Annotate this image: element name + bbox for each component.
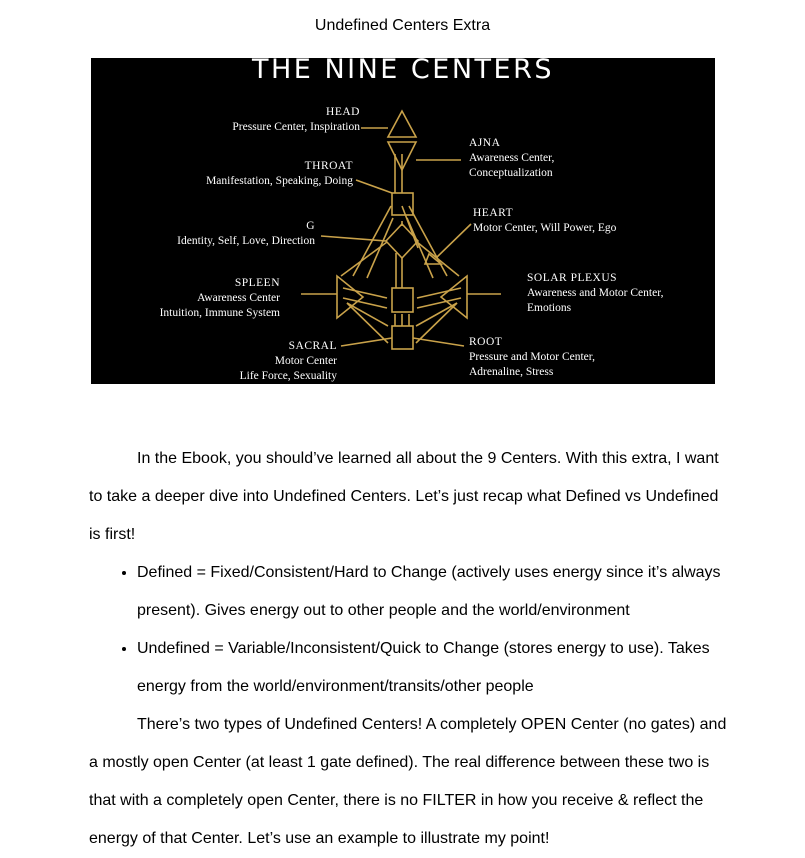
label-spleen-desc-1: Awareness Center — [197, 292, 280, 304]
label-sacral-desc-1: Motor Center — [274, 355, 337, 367]
label-g — [177, 219, 315, 249]
label-g-name: G — [306, 220, 315, 232]
label-spleen-name: SPLEEN — [234, 277, 280, 289]
label-heart-desc: Motor Center, Will Power, Ego — [473, 222, 617, 234]
label-solar-plexus-name: SOLAR PLEXUS — [527, 272, 618, 284]
label-head-desc: Pressure Center, Inspiration — [232, 121, 360, 133]
label-solar-plexus-desc-2: Emotions — [527, 302, 572, 314]
label-heart-name: HEART — [473, 207, 514, 219]
list-item-undefined: • Undefined = Variable/Inconsistent/Quick to Change (stores energy to use). Takes energy from the world/environment/transits/other people — [137, 630, 729, 706]
sacral-center-shape — [392, 288, 413, 312]
label-solar-plexus-desc-1: Awareness and Motor Center, — [527, 287, 664, 299]
label-solar-plexus — [527, 271, 663, 316]
body-text — [89, 440, 729, 858]
solar-plexus-center-shape — [441, 276, 467, 318]
label-ajna-desc-2: Conceptualization — [469, 167, 553, 179]
label-spleen — [160, 276, 280, 321]
label-ajna-name: AJNA — [469, 137, 501, 149]
label-head — [232, 105, 360, 135]
list-item-defined: • Defined = Fixed/Consistent/Hard to Change (actively uses energy since it’s always present). Gives energy out to other people and the world/environment — [137, 554, 729, 630]
document-title: Undefined Centers Extra — [314, 17, 491, 34]
label-throat-desc: Manifestation, Speaking, Doing — [206, 175, 353, 187]
label-sacral-desc-2: Life Force, Sexuality — [239, 370, 337, 382]
label-heart — [473, 206, 616, 236]
label-root-desc-2: Adrenaline, Stress — [469, 366, 554, 378]
types-paragraph: There’s two types of Undefined Centers! A completely OPEN Center (no gates) and a mostly open Center (at least 1 gate defined). The real difference between these two is that with a completely open Center, there is no FILTER in how you receive & reflect the energy of that Center. Let’s use an example to illustrate my point! — [89, 716, 727, 847]
spleen-center-shape — [337, 276, 363, 318]
g-center-shape — [386, 224, 418, 258]
label-throat — [206, 159, 353, 189]
label-root — [469, 335, 595, 380]
label-root-name: ROOT — [469, 336, 503, 348]
intro-paragraph: In the Ebook, you should’ve learned all about the 9 Centers. With this extra, I want to take a deeper dive into Undefined Centers. Let’s just recap what Defined vs Undefined is first! — [89, 450, 719, 543]
head-center-shape — [388, 111, 416, 137]
label-root-desc-1: Pressure and Motor Center, — [469, 351, 596, 363]
throat-center-shape — [392, 193, 413, 215]
label-throat-name: THROAT — [304, 160, 353, 172]
root-center-shape — [392, 326, 413, 349]
label-head-name: HEAD — [326, 106, 360, 118]
label-spleen-desc-2: Intuition, Immune System — [159, 307, 280, 319]
nine-centers-figure — [91, 58, 715, 384]
definition-list — [89, 554, 729, 706]
label-sacral — [240, 339, 337, 384]
label-ajna — [469, 136, 554, 181]
bodygraph-channels — [341, 154, 461, 343]
label-sacral-name: SACRAL — [288, 340, 337, 352]
figure-title: THE NINE CENTERS — [252, 58, 554, 85]
label-ajna-desc-1: Awareness Center, — [469, 152, 555, 164]
label-g-desc: Identity, Self, Love, Direction — [177, 235, 315, 247]
